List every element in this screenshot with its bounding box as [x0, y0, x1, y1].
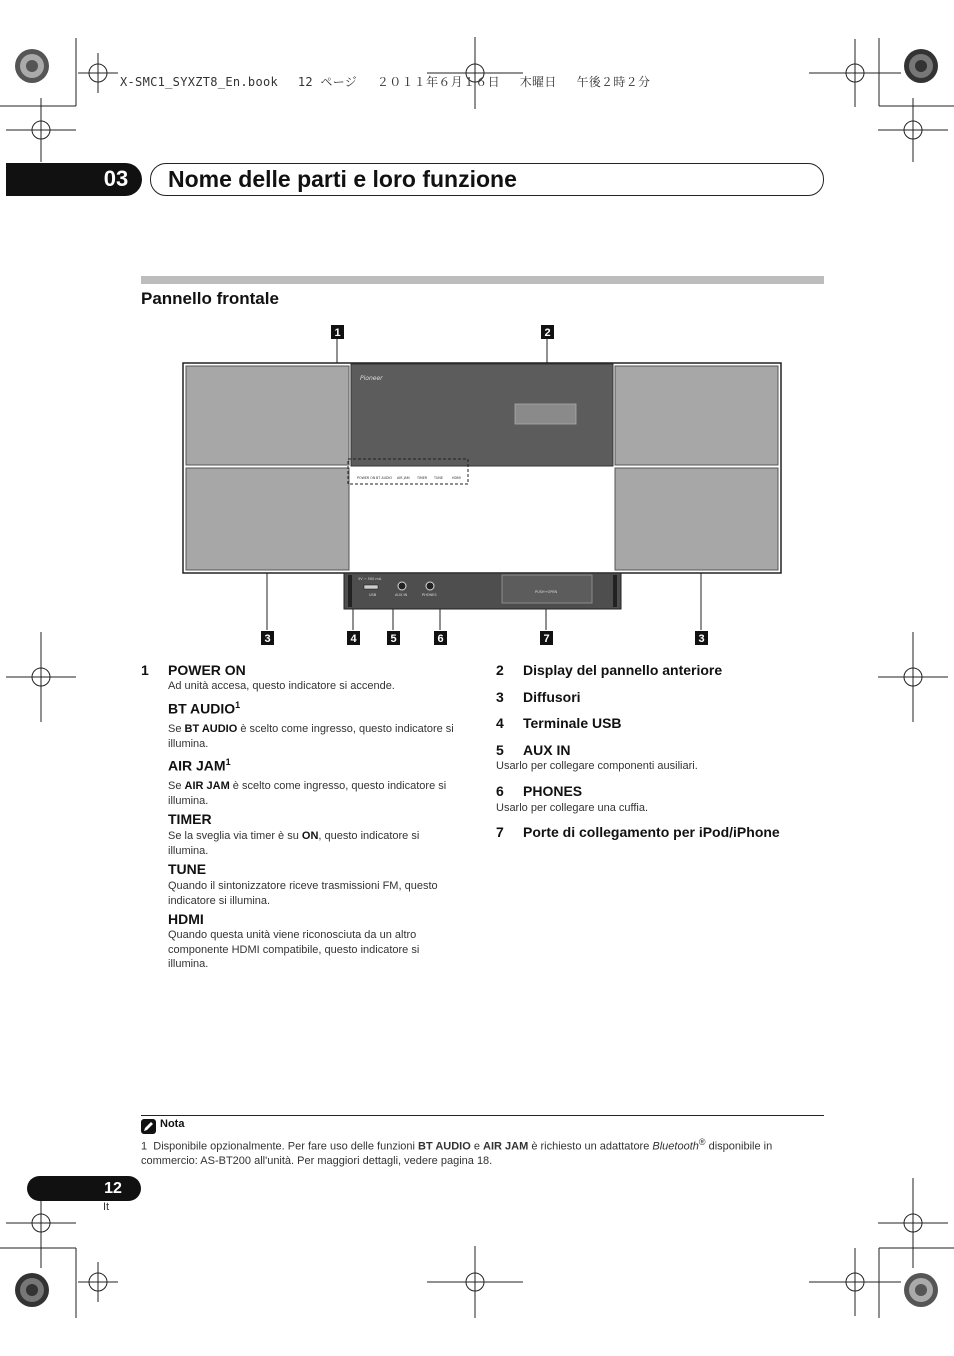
indicator-label: POWER ON — [357, 476, 376, 480]
item-number: 5 — [496, 742, 504, 758]
svg-text:3: 3 — [698, 633, 705, 645]
item-desc-power-on: Ad unità accesa, questo indicatore si accende. — [168, 680, 395, 692]
svg-text:4: 4 — [350, 633, 357, 645]
item-title-tune: TUNE — [168, 861, 207, 877]
indicator-label: TUNE — [434, 476, 443, 480]
item-title-aux-in: AUX IN — [523, 742, 571, 758]
note-rule — [141, 1115, 824, 1116]
item-title-ipod-dock: Porte di collegamento per iPod/iPhone — [523, 824, 780, 840]
note-label: Nota — [160, 1118, 185, 1130]
item-desc-hdmi: Quando questa unità viene riconosciuta da un altro componente HDMI compatibile, questo indicatore si illumina. — [168, 929, 420, 970]
item-title-usb: Terminale USB — [523, 715, 622, 731]
footnote: 1 Disponibile opzionalmente. Per fare uso delle funzioni BT AUDIO e AIR JAM è richiesto un adattatore Bluetooth® disponibile in commercio: AS-BT200 all'unità. Per maggiori dettagli, vedere pagina 18. — [141, 1137, 773, 1167]
indicator-label: HDMI — [452, 476, 461, 480]
item-title-phones: PHONES — [523, 783, 583, 799]
svg-text:PUSH→OPEN: PUSH→OPEN — [535, 590, 558, 594]
item-desc-air-jam: Se AIR JAM è scelto come ingresso, questo indicatore si illumina. — [168, 780, 447, 807]
indicator-label: AIR JAM — [397, 476, 410, 480]
item-desc-aux-in: Usarlo per collegare componenti ausiliari. — [496, 760, 698, 772]
svg-text:USB: USB — [369, 593, 377, 597]
note-pencil-icon — [141, 1119, 156, 1134]
item-title-speakers: Diffusori — [523, 689, 581, 705]
item-title-display: Display del pannello anteriore — [523, 662, 723, 678]
brand-logo: Pioneer — [360, 375, 383, 382]
item-number: 4 — [496, 715, 504, 731]
item-title-timer: TIMER — [168, 811, 212, 827]
item-title-air-jam: AIR JAM$^1$ — [168, 757, 231, 774]
svg-text:AUX IN: AUX IN — [395, 593, 408, 597]
item-number: 1 — [141, 662, 149, 678]
item-number: 7 — [496, 824, 504, 840]
item-desc-tune: Quando il sintonizzatore riceve trasmissioni FM, questo indicatore si illumina. — [168, 880, 438, 907]
svg-text:7: 7 — [543, 633, 550, 645]
svg-text:1: 1 — [334, 327, 341, 339]
item-number: 6 — [496, 783, 504, 799]
item-title-hdmi: HDMI — [168, 911, 204, 927]
page-number: 12 — [104, 1180, 122, 1197]
item-number: 3 — [496, 689, 504, 705]
item-desc-timer: Se la sveglia via timer è su ON, questo indicatore si illumina. — [168, 830, 420, 857]
svg-text:6: 6 — [437, 633, 444, 645]
print-info: X-SMC1_SYXZT8_En.book 12 ページ ２０１１年６月１６日 木曜日 午後２時２分 — [120, 75, 651, 89]
svg-text:PHONES: PHONES — [422, 593, 437, 597]
indicator-label: TIMER — [417, 476, 428, 480]
svg-text:5: 5 — [390, 633, 397, 645]
item-desc-phones: Usarlo per collegare una cuffia. — [496, 802, 649, 814]
chapter-title: Nome delle parti e loro funzione — [168, 166, 517, 192]
svg-text:3: 3 — [264, 633, 271, 645]
svg-text:5V ⎓ 500 mA: 5V ⎓ 500 mA — [358, 577, 382, 581]
indicator-label: BT AUDIO — [376, 476, 393, 480]
chapter-number: 03 — [103, 166, 129, 191]
item-desc-bt-audio: Se BT AUDIO è scelto come ingresso, questo indicatore si illumina. — [168, 723, 454, 750]
item-title-bt-audio: BT AUDIO$^1$ — [168, 700, 241, 717]
page-language: It — [103, 1201, 110, 1213]
svg-text:2: 2 — [544, 327, 551, 339]
item-number: 2 — [496, 662, 504, 678]
section-title: Pannello frontale — [141, 289, 279, 308]
item-title-power-on: POWER ON — [168, 662, 246, 678]
